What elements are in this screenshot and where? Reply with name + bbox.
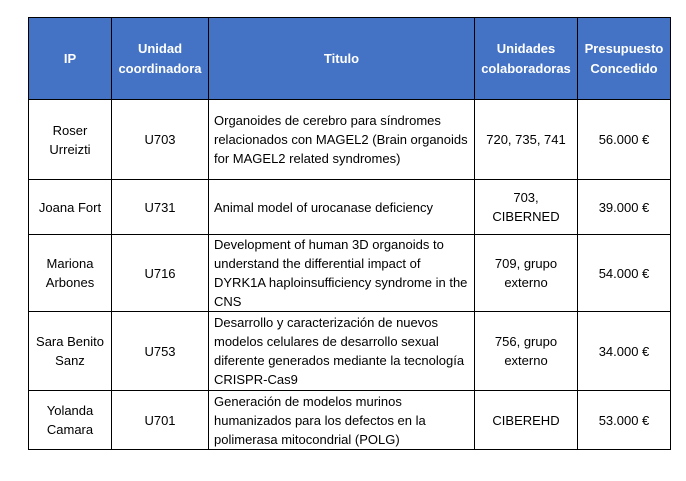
cell-colaboradoras: CIBEREHD (475, 391, 578, 450)
header-presupuesto-concedido: Presupuesto Concedido (578, 18, 671, 100)
header-titulo: Titulo (209, 18, 475, 100)
table-row (29, 312, 671, 391)
cell-ip: Sara Benito Sanz (29, 312, 112, 391)
header-unidades-colaboradoras: Unidades colaboradoras (475, 18, 578, 100)
cell-ip: Mariona Arbones (29, 235, 112, 312)
cell-titulo: Organoides de cerebro para síndromes relacionados con MAGEL2 (Brain organoids for MAGEL2 related syndromes) (209, 100, 475, 180)
cell-ip: Joana Fort (29, 180, 112, 235)
cell-ip: Yolanda Camara (29, 391, 112, 450)
table-row (29, 391, 671, 450)
header-unidad-coordinadora: Unidad coordinadora (112, 18, 209, 100)
cell-unidad: U716 (112, 235, 209, 312)
table-row (29, 180, 671, 235)
cell-colaboradoras: 703, CIBERNED (475, 180, 578, 235)
cell-ip: Roser Urreizti (29, 100, 112, 180)
table-header (29, 18, 671, 100)
table-row (29, 100, 671, 180)
cell-titulo: Generación de modelos murinos humanizados para los defectos en la polimerasa mitocondrial (POLG) (209, 391, 475, 450)
cell-titulo: Development of human 3D organoids to understand the differential impact of DYRK1A haploinsufficiency syndrome in the CNS (209, 235, 475, 312)
cell-presupuesto: 39.000 € (578, 180, 671, 235)
cell-unidad: U753 (112, 312, 209, 391)
cell-unidad: U731 (112, 180, 209, 235)
header-row (29, 18, 671, 100)
cell-presupuesto: 56.000 € (578, 100, 671, 180)
cell-colaboradoras: 756, grupo externo (475, 312, 578, 391)
grants-table (28, 17, 671, 450)
cell-presupuesto: 54.000 € (578, 235, 671, 312)
cell-titulo: Animal model of urocanase deficiency (209, 180, 475, 235)
table-row (29, 235, 671, 312)
cell-colaboradoras: 709, grupo externo (475, 235, 578, 312)
cell-titulo: Desarrollo y caracterización de nuevos modelos celulares de desarrollo sexual diferente generados mediante la tecnología CRISPR-Cas9 (209, 312, 475, 391)
cell-colaboradoras: 720, 735, 741 (475, 100, 578, 180)
cell-unidad: U701 (112, 391, 209, 450)
header-ip: IP (29, 18, 112, 100)
cell-presupuesto: 53.000 € (578, 391, 671, 450)
cell-unidad: U703 (112, 100, 209, 180)
cell-presupuesto: 34.000 € (578, 312, 671, 391)
table-body (29, 100, 671, 450)
